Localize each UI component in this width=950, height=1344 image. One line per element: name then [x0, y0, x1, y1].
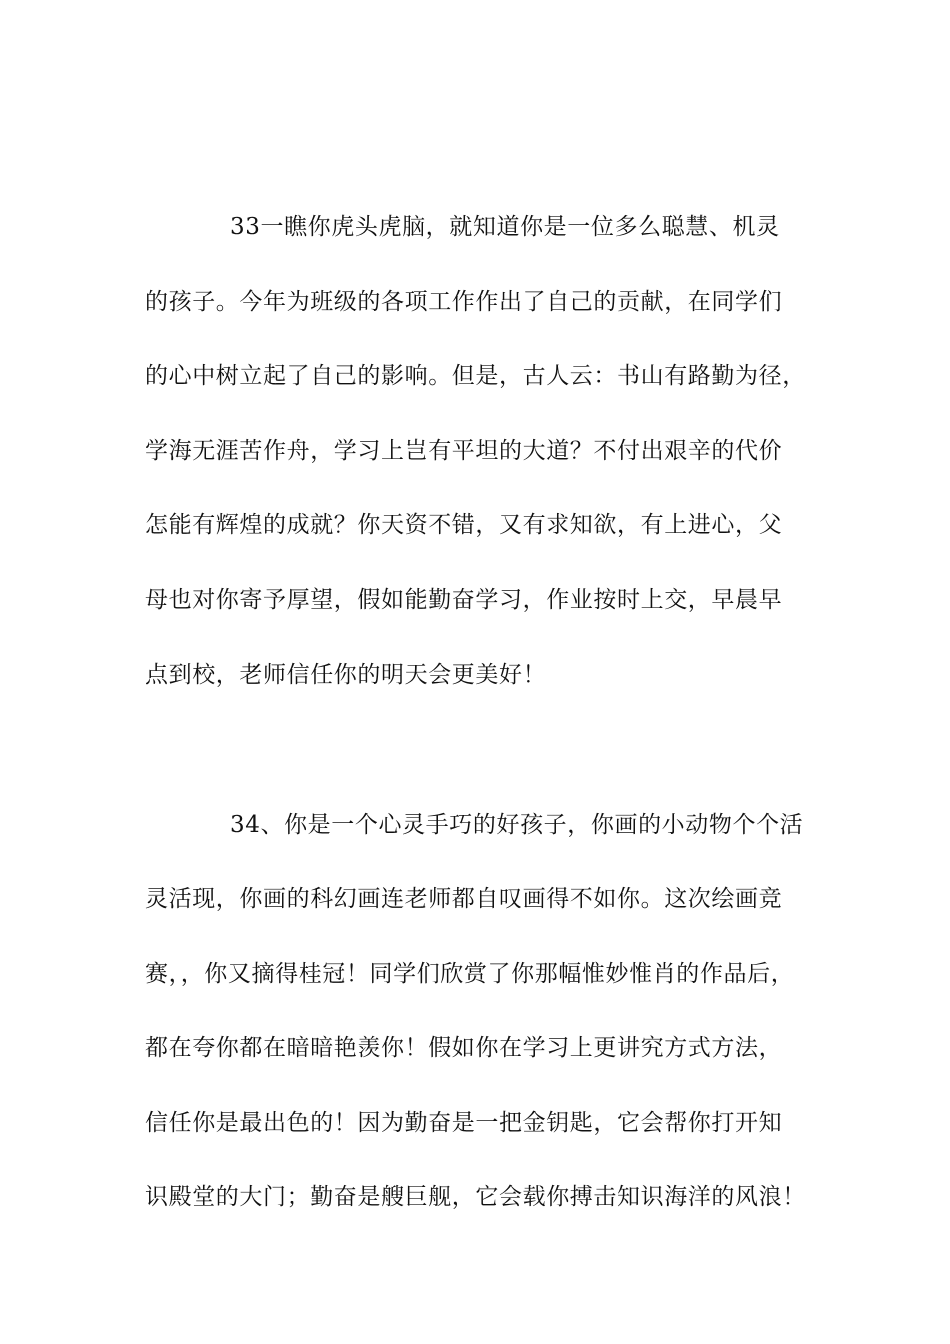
paragraph-line: 学海无涯苦作舟，学习上岂有平坦的大道？不付出艰辛的代价 — [145, 438, 783, 464]
paragraph-line: 点到校，老师信任你的明天会更美好！ — [145, 662, 547, 688]
paragraph-line: 怎能有辉煌的成就？你天资不错，又有求知欲，有上进心，父 — [145, 512, 783, 538]
paragraph-line: 34、你是一个心灵手巧的好孩子，你画的小动物个个活 — [230, 812, 804, 838]
paragraph-line: 赛，，你又摘得桂冠！同学们欣赏了你那幅惟妙惟肖的作品后， — [145, 961, 795, 987]
paragraph-line: 33一瞧你虎头虎脑，就知道你是一位多么聪慧、机灵 — [230, 214, 780, 240]
paragraph-line: 信任你是最出色的！因为勤奋是一把金钥匙，它会帮你打开知 — [145, 1110, 783, 1136]
paragraph-line: 都在夸你都在暗暗艳羡你！假如你在学习上更讲究方式方法， — [145, 1035, 783, 1061]
paragraph-line: 母也对你寄予厚望，假如能勤奋学习，作业按时上交，早晨早 — [145, 587, 783, 613]
paragraph-line: 的心中树立起了自己的影响。但是，古人云：书山有路勤为径， — [145, 363, 806, 389]
paragraph-line: 的孩子。今年为班级的各项工作作出了自己的贡献，在同学们 — [145, 289, 783, 315]
paragraph-line: 识殿堂的大门；勤奋是艘巨舰，它会载你搏击知识海洋的风浪！ — [145, 1184, 806, 1210]
paragraph-line: 灵活现，你画的科幻画连老师都自叹画得不如你。这次绘画竞 — [145, 886, 783, 912]
